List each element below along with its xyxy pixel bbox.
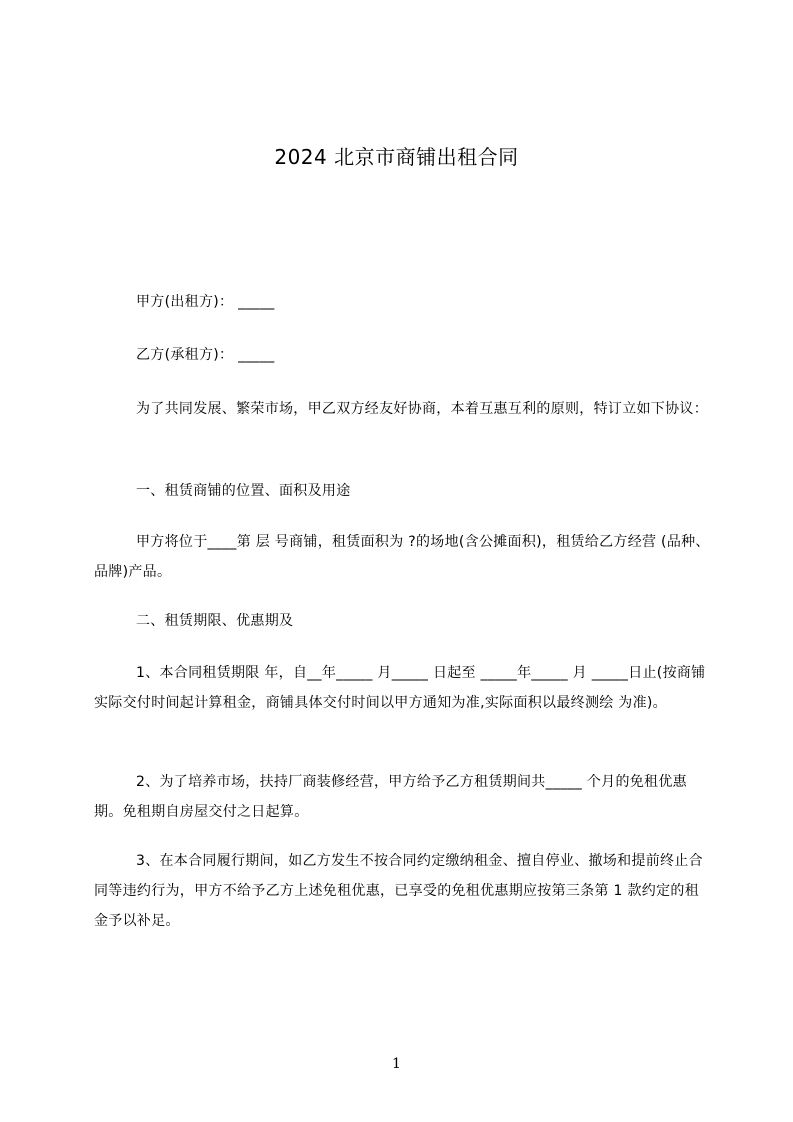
section-2-heading: 二、租赁期限、优惠期及: [136, 613, 294, 629]
section-1-heading: 一、租赁商铺的位置、面积及用途: [136, 483, 351, 499]
section-1-body: 甲方将位于____第 层 号商铺，租赁面积为 ?的场地(含公摊面积)，租赁给乙方经营 (品种、品牌)产品。: [94, 534, 710, 580]
party-a-line: 甲方(出租方)： _____: [136, 294, 275, 310]
clause-2: 2、为了培养市场，扶持厂商装修经营，甲方给予乙方租赁期间共_____ 个月的免租优惠期。免租期自房屋交付之日起算。: [94, 774, 687, 820]
party-b-line: 乙方(承租方)： _____: [136, 347, 275, 363]
document-title: 2024 北京市商铺出租合同: [274, 145, 519, 169]
intro-paragraph: 为了共同发展、繁荣市场，甲乙双方经友好协商，本着互惠互利的原则，特订立如下协议：: [136, 401, 708, 417]
clause-1: 1、本合同租赁期限 年，自__年_____ 月_____ 日起至 _____年_____ 月 _____日止(按商铺实际交付时间起计算租金，商铺具体交付时间以甲方通知为准,实际面积以最终测绘 为准)。: [94, 665, 706, 711]
page-number: 1: [392, 1056, 401, 1072]
clause-3: 3、在本合同履行期间，如乙方发生不按合同约定缴纳租金、擅自停业、撤场和提前终止合同等违约行为，甲方不给予乙方上述免租优惠，已享受的免租优惠期应按第三条第 1 款约定的租金予以补足。: [94, 853, 703, 929]
